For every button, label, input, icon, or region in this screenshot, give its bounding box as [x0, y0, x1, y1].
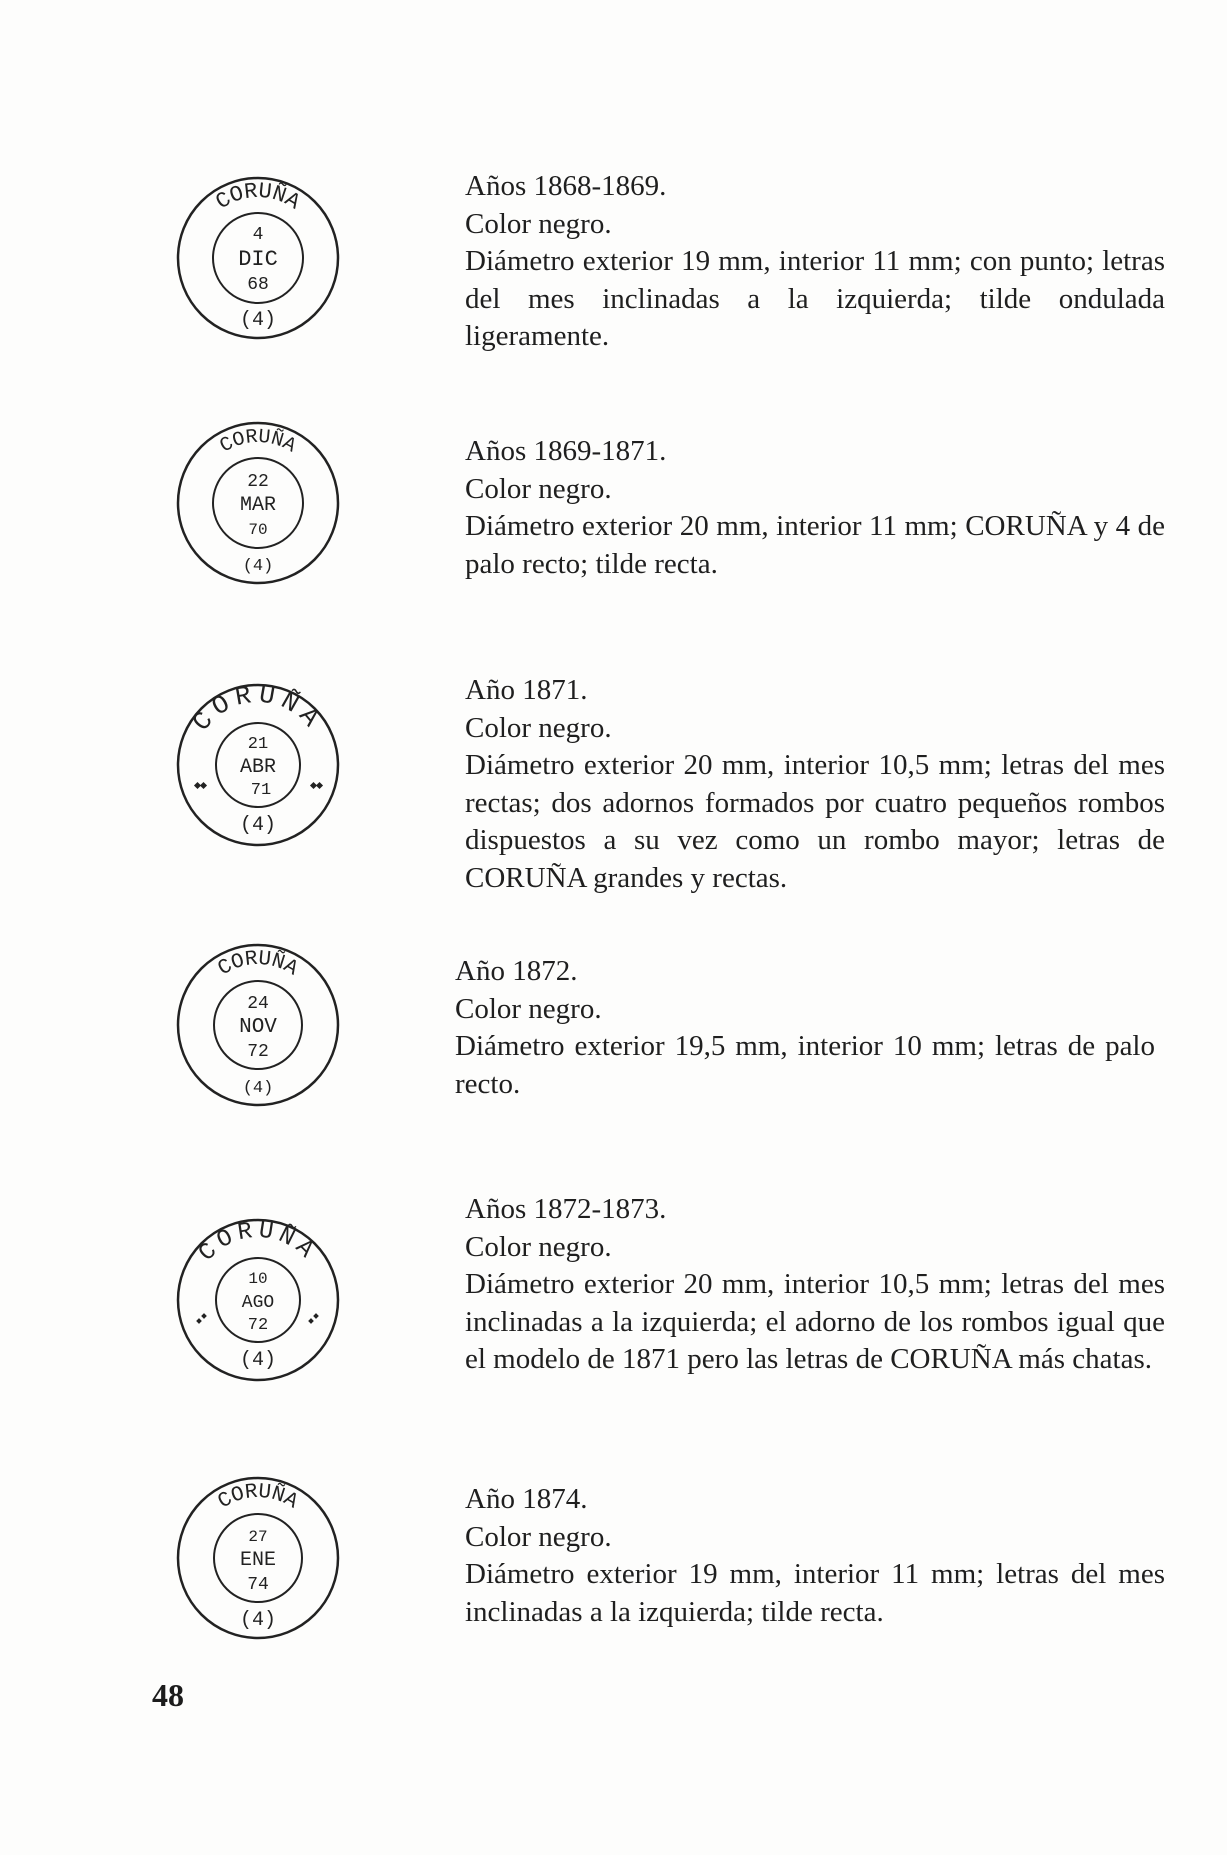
stamp-town: CORUÑA — [216, 425, 300, 459]
stamp-day: 27 — [248, 1528, 268, 1546]
stamp-year: 72 — [247, 1042, 269, 1062]
postmark-description — [465, 672, 1165, 897]
stamp-district: (4) — [239, 1609, 277, 1632]
entry-color: Color negro. — [465, 1230, 612, 1263]
diamond-ornament-left-icon — [194, 782, 207, 789]
postmark-image — [173, 173, 343, 343]
stamp-town: CORUÑA — [193, 1217, 323, 1268]
stamp-year: 68 — [247, 275, 269, 295]
stamp-day: 21 — [247, 735, 269, 754]
stamp-year: 72 — [247, 1316, 269, 1335]
diamond-ornament-right-icon — [310, 782, 323, 789]
entry-details: Diámetro exterior 19 mm, interior 11 mm; letras del mes inclinadas a la izquierda; tilde recta. — [465, 1558, 1165, 1628]
stamp-month: ENE — [239, 1549, 277, 1572]
entry-color: Color negro. — [465, 711, 612, 744]
stamp-day: 22 — [247, 472, 269, 492]
stamp-town: CORUÑA — [214, 1480, 302, 1515]
postmark-description — [455, 953, 1155, 1103]
svg-text:CORUÑA — [216, 426, 299, 459]
postmark-description — [465, 1191, 1165, 1379]
svg-text:CORUÑA — [187, 680, 330, 737]
stamp-month: NOV — [239, 1016, 277, 1039]
entry-details: Diámetro exterior 19,5 mm, interior 10 mm; letras de palo recto. — [455, 1030, 1155, 1100]
svg-text:CORUÑA — [214, 1481, 301, 1515]
stamp-month: AGO — [241, 1293, 275, 1313]
stamp-month: ABR — [239, 756, 277, 779]
stamp-month: MAR — [239, 494, 277, 517]
stamp-district: (4) — [242, 1079, 274, 1098]
diamond-ornament-right-icon — [308, 1313, 319, 1324]
stamp-month: DIC — [238, 247, 278, 272]
entry-color: Color negro. — [465, 472, 612, 505]
entry-years: Años 1872-1873. — [465, 1193, 667, 1225]
svg-text:CORUÑA — [194, 1217, 322, 1267]
stamp-town: CORUÑA — [186, 680, 330, 738]
postmark-image — [173, 418, 343, 588]
stamp-town: CORUÑA — [214, 947, 302, 982]
stamp-district: (4) — [239, 309, 277, 332]
postmark-description — [465, 168, 1165, 356]
page-number: 48 — [152, 1677, 184, 1713]
entry-details: Diámetro exterior 20 mm, interior 11 mm; CORUÑA y 4 de palo recto; tilde recta. — [465, 510, 1165, 580]
postmark-image — [173, 1473, 343, 1643]
diamond-ornament-left-icon — [196, 1313, 207, 1324]
entry-years: Año 1874. — [465, 1483, 588, 1515]
entry-years: Año 1872. — [455, 955, 578, 987]
postmark-image — [173, 1215, 343, 1385]
stamp-town: CORUÑA — [211, 178, 305, 216]
entry-color: Color negro. — [465, 207, 612, 240]
stamp-district: (4) — [242, 557, 274, 576]
stamp-year: 71 — [250, 781, 272, 800]
postmark-description — [465, 1481, 1165, 1631]
entry-details: Diámetro exterior 20 mm, interior 10,5 mm; letras del mes rectas; dos adornos formados por cuatro pequeños rombos dispuestos a su vez como un rombo mayor; letras de CORUÑA grandes y rectas. — [465, 749, 1165, 894]
entry-details: Diámetro exterior 19 mm, interior 11 mm; con punto; letras del mes inclinadas a la izquierda; tilde ondulada ligeramente. — [465, 245, 1165, 352]
entry-years: Años 1868-1869. — [465, 170, 667, 202]
postmark-description — [465, 433, 1165, 583]
entry-color: Color negro. — [465, 1520, 612, 1553]
stamp-district: (4) — [239, 1349, 277, 1372]
entry-years: Año 1871. — [465, 674, 588, 706]
entry-color: Color negro. — [455, 992, 602, 1025]
stamp-year: 74 — [247, 1575, 269, 1595]
stamp-year: 70 — [248, 521, 268, 539]
stamp-district: (4) — [239, 814, 277, 837]
postmark-image — [173, 940, 343, 1110]
postmark-image — [173, 680, 343, 850]
svg-text:CORUÑA — [214, 948, 301, 982]
stamp-day: 4 — [252, 225, 264, 245]
entry-years: Años 1869-1871. — [465, 435, 667, 467]
stamp-day: 24 — [247, 994, 269, 1014]
entry-details: Diámetro exterior 20 mm, interior 10,5 mm; letras del mes inclinadas a la izquierda; el adorno de los rombos igual que el modelo de 1871 pero las letras de CORUÑA más chatas. — [465, 1268, 1165, 1375]
stamp-day: 10 — [248, 1270, 268, 1288]
